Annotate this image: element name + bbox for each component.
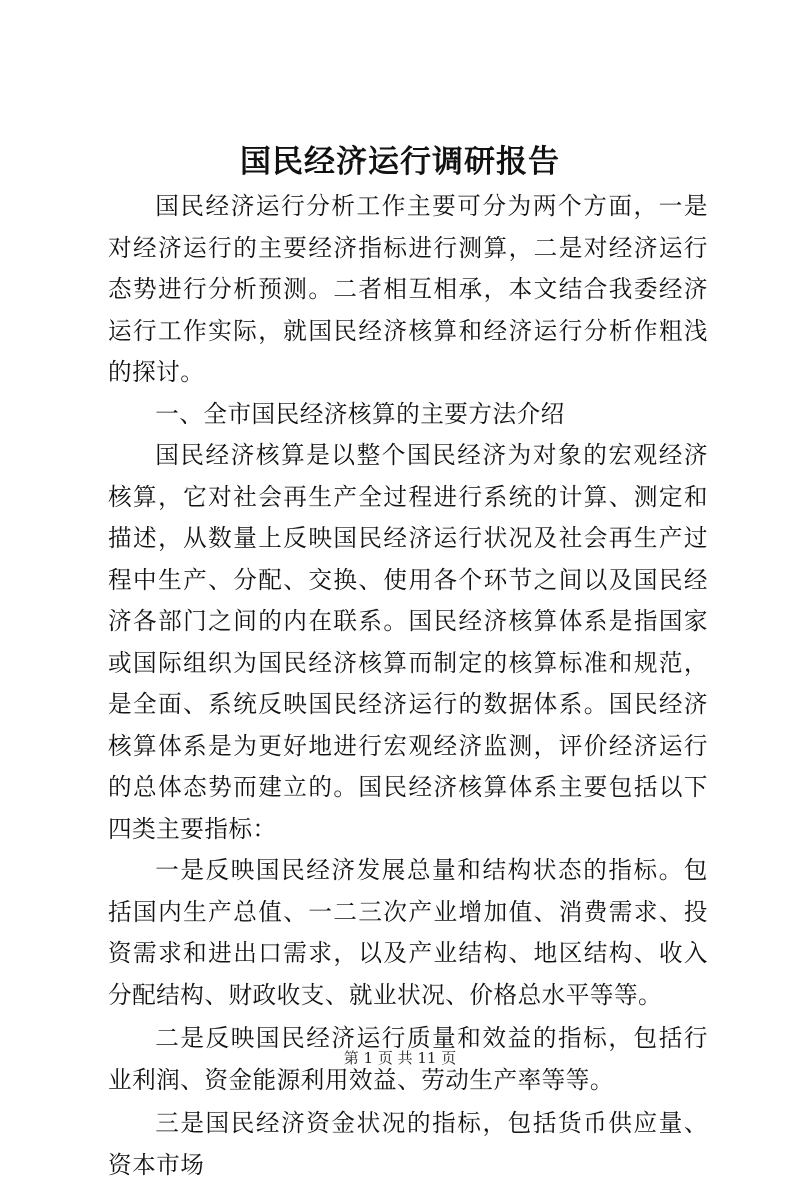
paragraph-accounting-definition: 国民经济核算是以整个国民经济为对象的宏观经济核算，它对社会再生产全过程进行系统的计算、测定和描述，从数量上反映国民经济运行状况及社会再生产过程中生产、分配、交换、使用各个环节之间以及国民经济各部门之间的内在联系。国民经济核算体系是指国家或国际组织为国民经济核算而制定的核算标准和规范，是全面、系统反映国民经济运行的数据体系。国民经济核算体系是为更好地进行宏观经济监测，评价经济运行的总体态势而建立的。国民经济核算体系主要包括以下四类主要指标： — [108, 441, 708, 843]
paragraph-intro: 国民经济运行分析工作主要可分为两个方面，一是对经济运行的主要经济指标进行测算，二是对经济运行态势进行分析预测。二者相互相承，本文结合我委经济运行工作实际，就国民经济核算和经济运行分析作粗浅的探讨。 — [108, 192, 708, 386]
document-body — [108, 186, 708, 1186]
paragraph-indicator-3: 三是国民经济资金状况的指标，包括货币供应量、资本市场 — [108, 1109, 708, 1179]
document-title: 国民经济运行调研报告 — [240, 144, 560, 180]
section-heading-1: 一、全市国民经济核算的主要方法介绍 — [155, 399, 565, 428]
page-number-footer: 第 1 页 共 11 页 — [343, 1049, 457, 1067]
paragraph-indicator-2: 二是反映国民经济运行质量和效益的指标，包括行业利润、资金能源利用效益、劳动生产率等等。 — [108, 1024, 708, 1094]
paragraph-indicator-1: 一是反映国民经济发展总量和结构状态的指标。包括国内生产总值、一二三次产业增加值、消费需求、投资需求和进出口需求，以及产业结构、地区结构、收入分配结构、财政收支、就业状况、价格总水平等等。 — [108, 856, 708, 1009]
